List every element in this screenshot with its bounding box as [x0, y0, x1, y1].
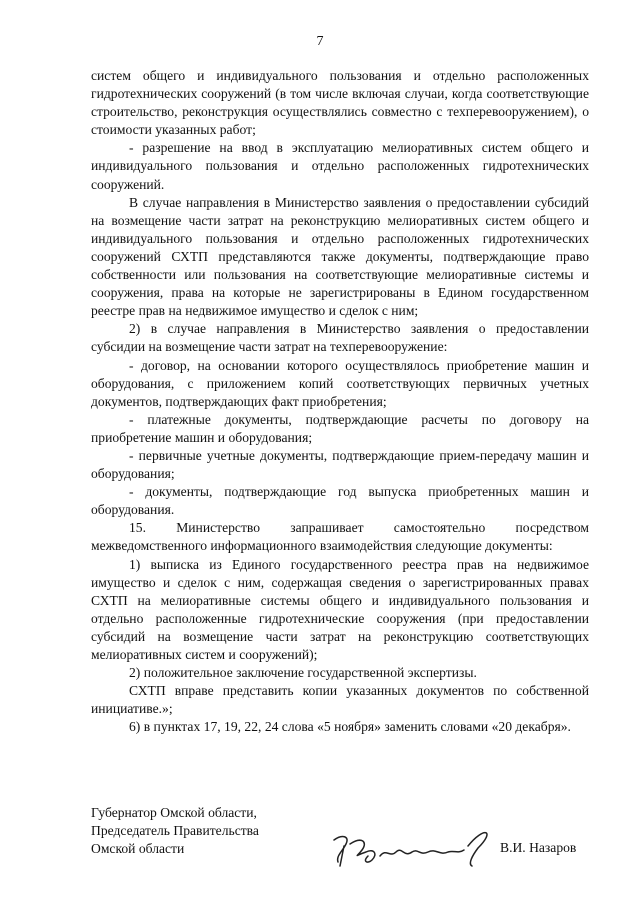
- paragraph-own-initiative: СХТП вправе представить копии указанных документов по собственной инициативе.»;: [91, 683, 589, 717]
- document-body: [91, 67, 589, 736]
- paragraph-item-6: 6) в пунктах 17, 19, 22, 24 слова «5 ноября» заменить словами «20 декабря».: [129, 719, 571, 735]
- signer-name: В.И. Назаров: [500, 840, 577, 855]
- paragraph-reconstruction: В случае направления в Министерство заявления о предоставлении субсидий на возмещение части затрат на реконструкцию мелиоративных систем общего и индивидуального пользования и отдельно расположенных гидротехнических сооружений СХТП представляются также документы, подтверждающие право собственности или пользования на соответствующие мелиоративные системы и сооружения, права на которые не зарегистрированы в Едином государственном реестре прав на недвижимое имущество и сделок с ним;: [91, 194, 589, 319]
- signature-block: [91, 804, 259, 858]
- paragraph-primary-docs: - первичные учетные документы, подтверждающие прием-передачу машин и оборудования;: [91, 447, 589, 482]
- paragraph-expertise: 2) положительное заключение государственной экспертизы.: [129, 665, 477, 681]
- paragraph-extract: 1) выписка из Единого государственного реестра прав на недвижимое имущество и сделок с ним, содержащая сведения о зарегистрированных правах СХТП на мелиоративные системы общего и индивидуального пользования и отдельно расположенные гидротехнические сооружения (при предоставлении субсидий на возмещение части затрат на реконструкцию соответствующих мелиоративных систем и сооружений);: [91, 556, 589, 662]
- page-number: 7: [316, 34, 324, 49]
- paragraph-permit: - разрешение на ввод в эксплуатацию мелиоративных систем общего и индивидуального пользования и отдельно расположенных гидротехнических сооружений.: [91, 140, 589, 192]
- signatory-title-3: Омской области: [91, 841, 185, 856]
- signatory-title-2: Председатель Правительства: [91, 823, 259, 838]
- paragraph-contract: - договор, на основании которого осуществлялось приобретение машин и оборудования, с приложением копий соответствующих первичных учетных документов, подтверждающих факт приобретения;: [91, 357, 589, 409]
- paragraph-continuation: систем общего и индивидуального пользования и отдельно расположенных гидротехнических сооружений (в том числе включая случаи, когда соответствующие строительство, реконструкция осуществлялись совместно с техперевооружением), о стоимости указанных работ;: [91, 68, 589, 138]
- paragraph-payment-docs: - платежные документы, подтверждающие расчеты по договору на приобретение машин и оборудования;: [91, 411, 589, 445]
- paragraph-year-docs: - документы, подтверждающие год выпуска приобретенных машин и оборудования.: [91, 484, 589, 518]
- signatory-title-1: Губернатор Омской области,: [91, 805, 257, 820]
- paragraph-item-15: 15. Министерство запрашивает самостоятельно посредством межведомственного информационного взаимодействия следующие документы:: [91, 520, 589, 554]
- paragraph-item-2: 2) в случае направления в Министерство заявления о предоставлении субсидии на возмещение части затрат на техперевооружение:: [91, 321, 589, 355]
- handwritten-signature: [328, 826, 498, 876]
